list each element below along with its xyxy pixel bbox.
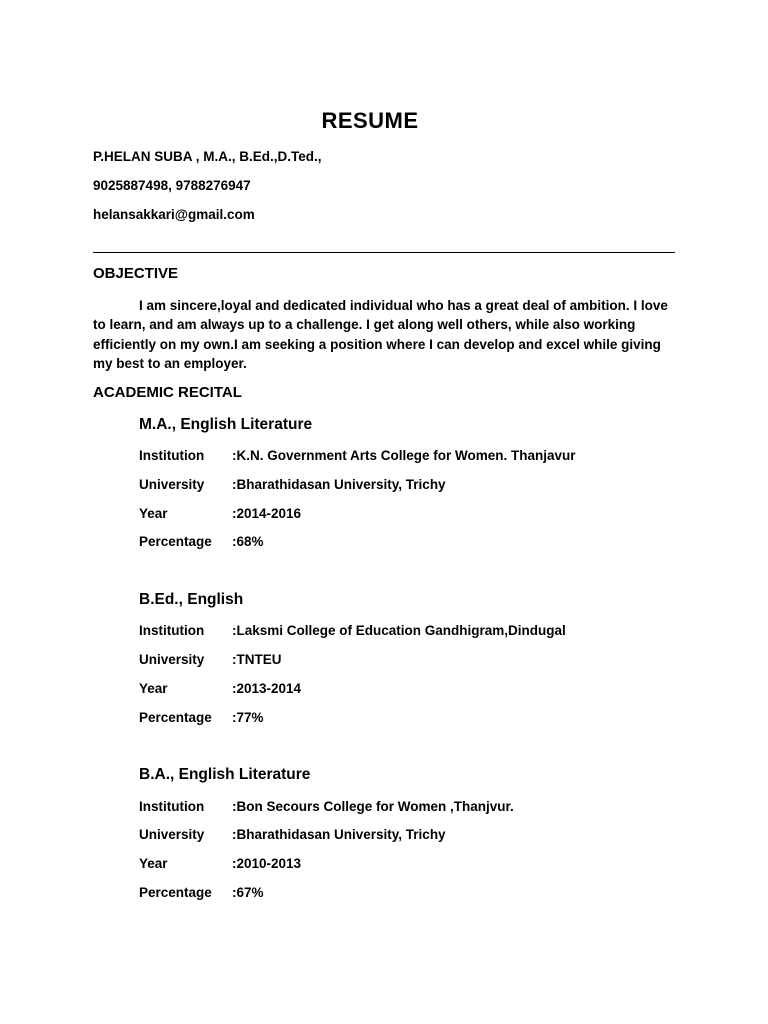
row-label: University bbox=[139, 652, 205, 667]
contact-email: helansakkari@gmail.com bbox=[93, 207, 255, 222]
objective-heading: OBJECTIVE bbox=[93, 265, 179, 282]
degree-row-year bbox=[139, 681, 301, 696]
row-label: Percentage bbox=[139, 885, 212, 900]
degree-title: M.A., English Literature bbox=[139, 416, 313, 433]
row-value: :K.N. Government Arts College for Women. Thanjavur bbox=[232, 448, 576, 463]
row-value: :77% bbox=[232, 710, 264, 725]
row-label: Institution bbox=[139, 448, 205, 463]
row-value: :Bharathidasan University, Trichy bbox=[232, 477, 446, 492]
degree-row-university bbox=[139, 827, 446, 842]
degree-row-year bbox=[139, 506, 301, 521]
academic-heading: ACADEMIC RECITAL bbox=[93, 384, 242, 401]
contact-name: P.HELAN SUBA , M.A., B.Ed.,D.Ted., bbox=[93, 149, 322, 164]
row-value: :Laksmi College of Education Gandhigram,Dindugal bbox=[232, 623, 566, 638]
document-title: RESUME bbox=[321, 108, 419, 133]
row-label: Year bbox=[139, 856, 168, 871]
row-value: :2014-2016 bbox=[232, 506, 302, 521]
degree-row-percentage bbox=[139, 885, 264, 900]
header-divider bbox=[93, 252, 675, 253]
degree-row-institution bbox=[139, 623, 566, 638]
row-value: :67% bbox=[232, 885, 264, 900]
row-value: :2010-2013 bbox=[232, 856, 302, 871]
row-value: :TNTEU bbox=[232, 652, 282, 667]
row-label: University bbox=[139, 827, 205, 842]
row-value: :Bon Secours College for Women ,Thanjvur. bbox=[232, 799, 514, 814]
contact-phone: 9025887498, 9788276947 bbox=[93, 178, 251, 193]
row-label: University bbox=[139, 477, 205, 492]
degree-row-institution bbox=[139, 799, 514, 814]
row-label: Year bbox=[139, 506, 168, 521]
degree-row-percentage bbox=[139, 534, 264, 549]
row-value: :2013-2014 bbox=[232, 681, 302, 696]
objective-text: I am sincere,loyal and dedicated individual who has a great deal of ambition. I love to learn, and am always up to a challenge. I get along well others, while also working efficiently on my own.I am seeking a position where I can develop and excel while giving my best to an employer. bbox=[93, 298, 668, 371]
degree-row-institution bbox=[139, 448, 576, 463]
row-value: :Bharathidasan University, Trichy bbox=[232, 827, 446, 842]
row-label: Percentage bbox=[139, 710, 212, 725]
row-label: Percentage bbox=[139, 534, 212, 549]
degree-title: B.Ed., English bbox=[139, 591, 244, 608]
degree-title: B.A., English Literature bbox=[139, 766, 311, 783]
row-label: Institution bbox=[139, 799, 205, 814]
degree-row-year bbox=[139, 856, 301, 871]
row-value: :68% bbox=[232, 534, 264, 549]
degree-row-university bbox=[139, 477, 446, 492]
degree-row-university bbox=[139, 652, 282, 667]
row-label: Institution bbox=[139, 623, 205, 638]
row-label: Year bbox=[139, 681, 168, 696]
degree-row-percentage bbox=[139, 710, 264, 725]
